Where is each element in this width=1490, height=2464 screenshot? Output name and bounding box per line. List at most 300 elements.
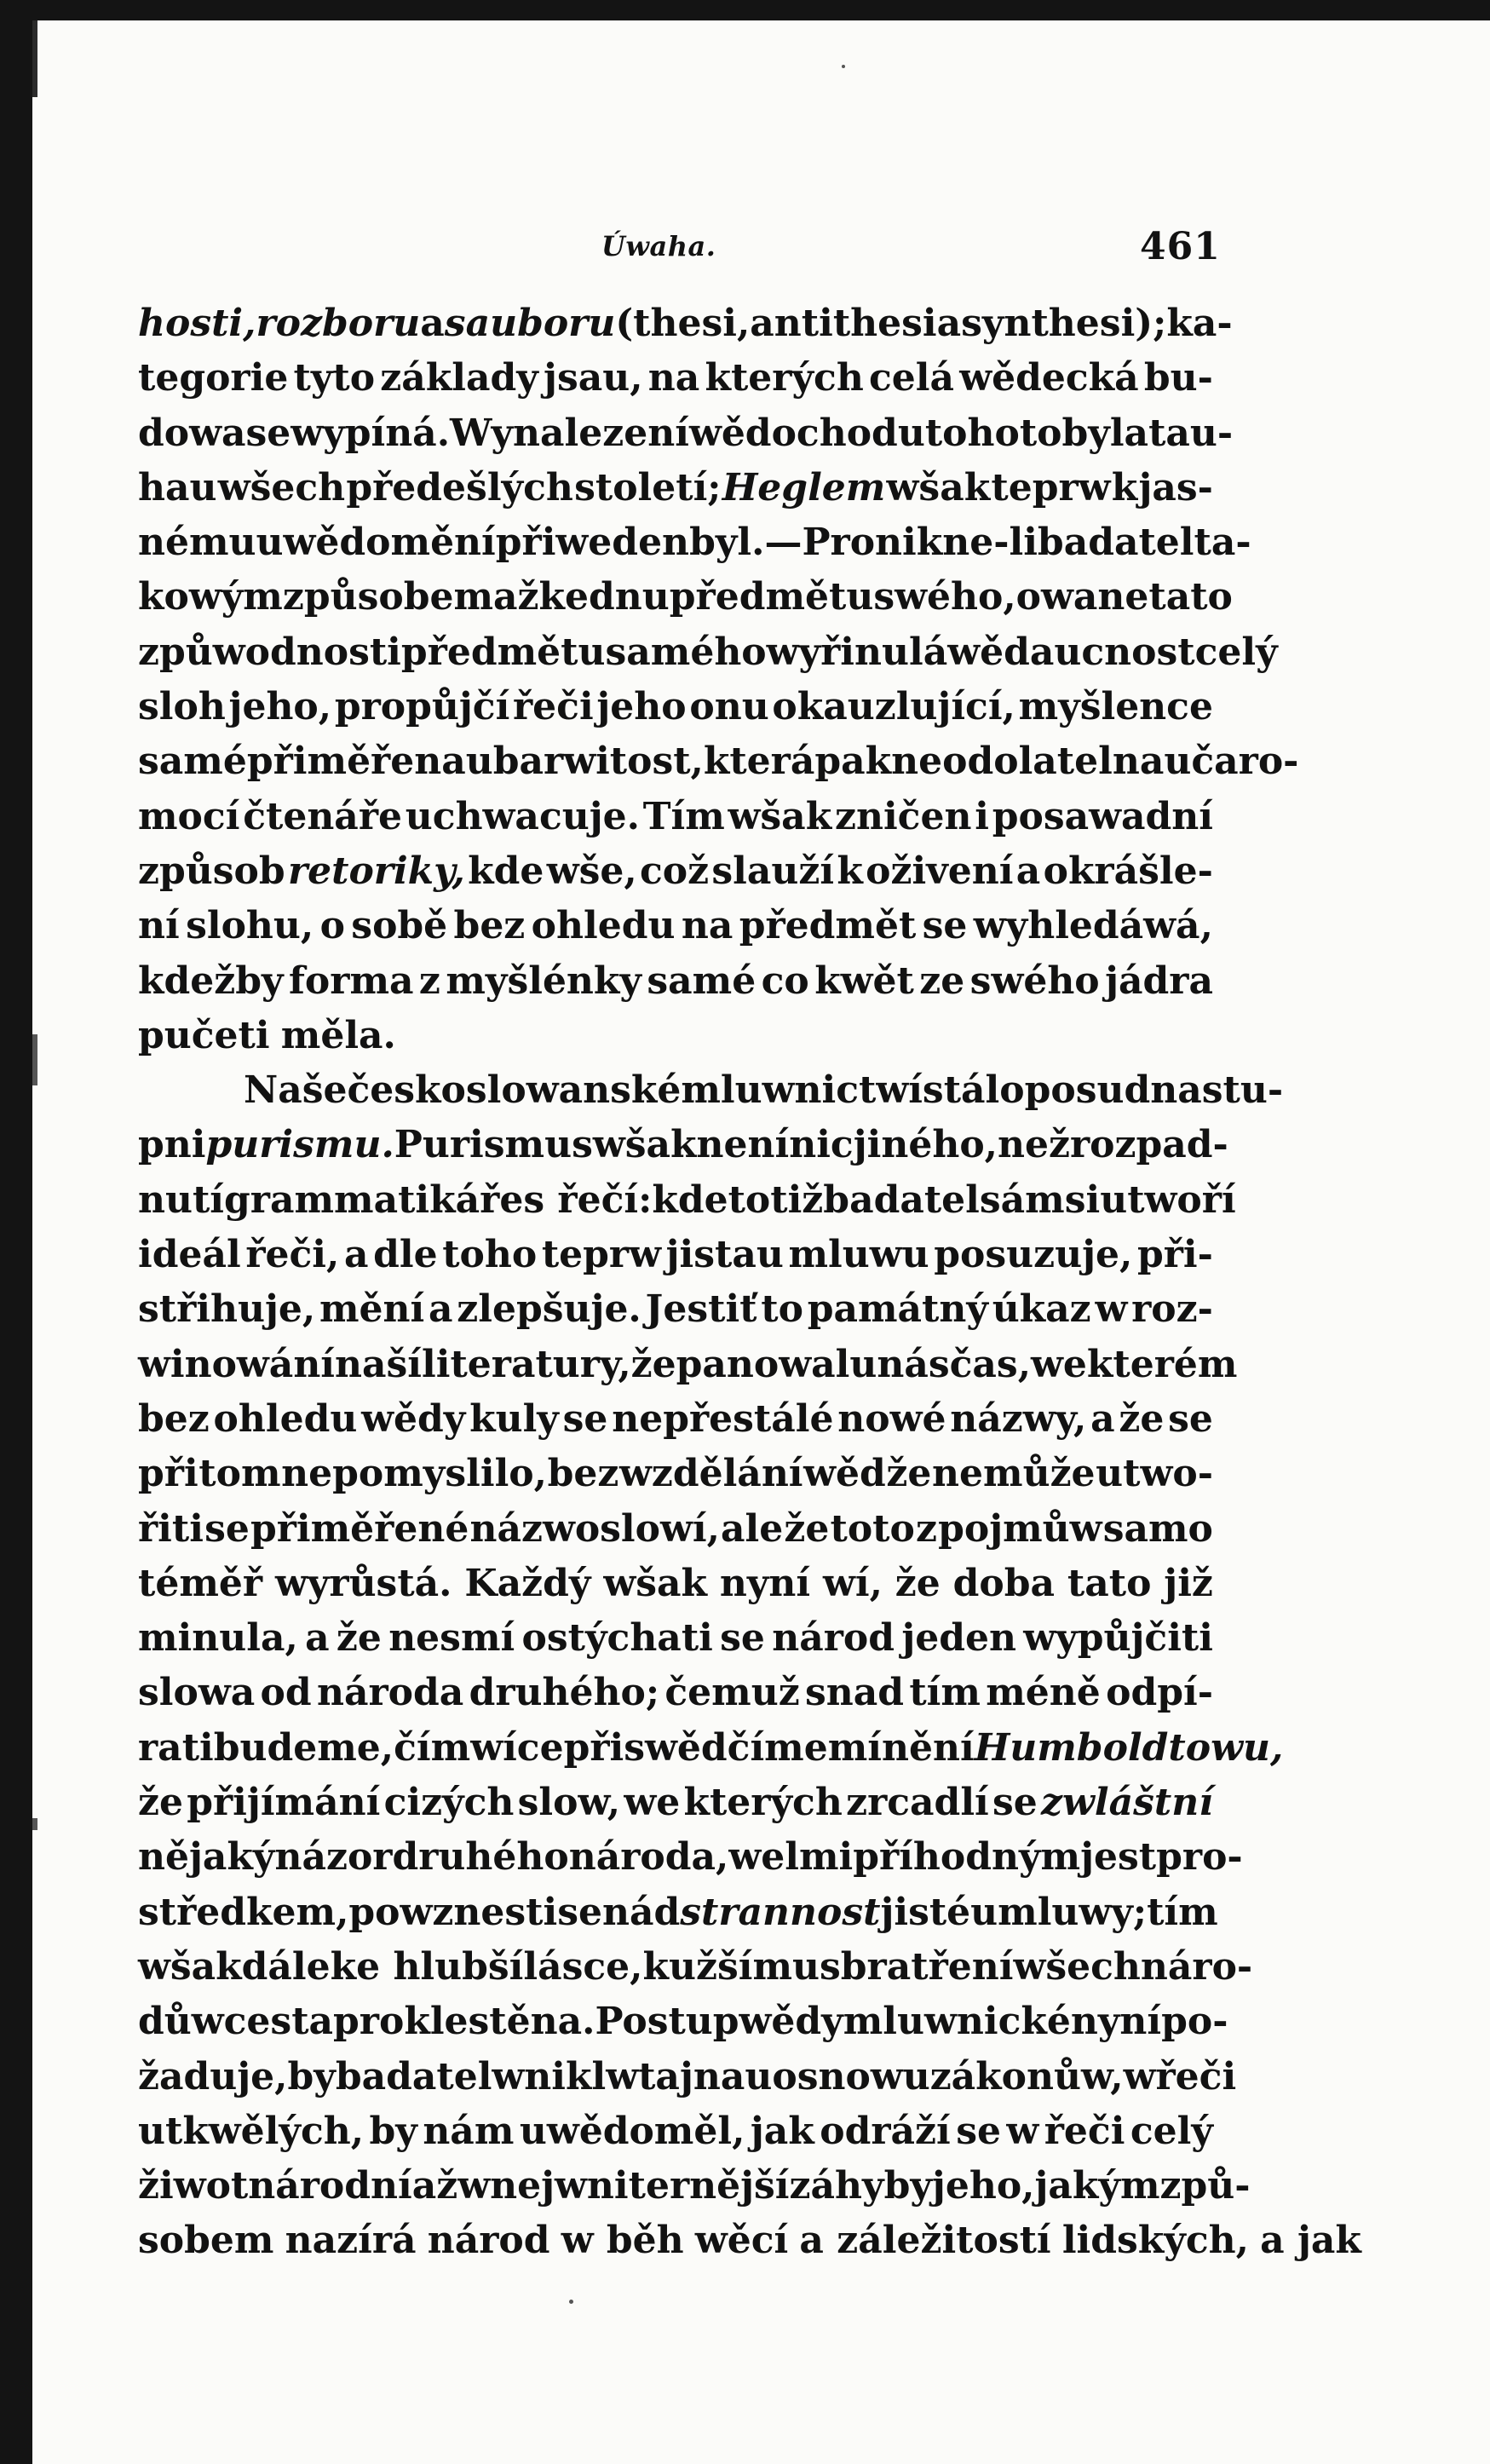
word: střihuje,	[138, 1287, 316, 1332]
word: druhého	[392, 1835, 569, 1880]
word: a	[1090, 1396, 1115, 1441]
word: umluwy;	[970, 1890, 1148, 1934]
word: nému	[138, 521, 256, 565]
word: hau	[138, 465, 217, 509]
word: řeči	[1155, 2054, 1237, 2098]
word: nazírá	[285, 2219, 417, 2263]
word: wnikl	[492, 2054, 607, 2098]
word: tom	[198, 1452, 281, 1496]
word: že	[1119, 1396, 1165, 1441]
word: posuzuje,	[934, 1233, 1133, 1277]
word: čím	[394, 1725, 471, 1770]
word: mluwnické	[843, 2000, 1071, 2044]
word: pni	[138, 1123, 206, 1167]
word: s řečí:	[523, 1177, 653, 1222]
word: názwy,	[950, 1396, 1087, 1441]
word: užšímu	[669, 1944, 820, 1989]
word: sobem	[138, 2219, 274, 2263]
word: literatury,	[422, 1342, 631, 1386]
word: slohu,	[186, 904, 314, 948]
word: nowé	[837, 1396, 946, 1441]
scan-edge-mark	[32, 1818, 37, 1830]
word: grammatikáře	[224, 1177, 524, 1222]
word: wědy	[361, 1396, 466, 1441]
word: wyrůstá.	[274, 1561, 452, 1605]
word: powznesti	[348, 1890, 558, 1934]
word: Jestiť	[645, 1287, 757, 1332]
word: myšlénky	[446, 959, 641, 1003]
word: jeho,	[931, 2164, 1035, 2208]
text-line	[138, 2110, 1213, 2164]
word: řeči	[1044, 2109, 1125, 2153]
word: si	[1064, 1177, 1101, 1222]
word: cizých	[383, 1781, 515, 1825]
word: mínění	[827, 1725, 975, 1770]
word: stálo	[922, 1068, 1025, 1113]
word: úkaz	[992, 1287, 1091, 1332]
word: tím	[909, 1671, 981, 1715]
word: Každý	[464, 1561, 591, 1605]
word: tato	[1148, 575, 1233, 619]
text-line	[138, 1671, 1213, 1725]
word: století;	[574, 465, 722, 509]
word: oživení	[866, 849, 1014, 893]
word: wědy	[739, 2000, 843, 2044]
word: kdežby	[138, 959, 284, 1003]
word: řiti	[138, 1506, 204, 1551]
word: we	[624, 1781, 681, 1825]
emphasized-word: hosti,	[138, 302, 256, 345]
text-line	[138, 740, 1299, 794]
word: na	[681, 904, 733, 948]
word: sobě	[351, 904, 448, 948]
word: stu-	[1201, 1068, 1284, 1113]
word: ní	[138, 904, 180, 948]
text-line	[138, 2000, 1228, 2054]
text-line	[138, 1397, 1213, 1452]
word: pojmůw	[938, 1506, 1102, 1551]
word: nyní	[1070, 2000, 1162, 2044]
word: nutí	[138, 1177, 225, 1222]
ink-speck	[842, 65, 845, 68]
word: teprw	[991, 465, 1111, 509]
word: w	[606, 2054, 639, 2098]
word: ke	[538, 575, 590, 619]
word: wěd	[803, 1452, 886, 1496]
page-header	[32, 213, 1490, 273]
word: tím	[1147, 1890, 1218, 1934]
word: až	[411, 2164, 458, 2208]
word: jeden	[901, 1616, 1016, 1661]
word: kterém	[1086, 1342, 1238, 1386]
word: slowa	[138, 1671, 256, 1715]
scan-edge-shadow	[32, 20, 37, 97]
word: důw	[138, 2000, 224, 2044]
word: posud	[1024, 1068, 1151, 1113]
emphasized-word: strannost	[680, 1890, 881, 1934]
word: národa	[316, 1671, 464, 1715]
word: tyto	[293, 356, 376, 400]
text-line	[138, 1944, 1253, 2000]
word: osnowu	[772, 2054, 930, 2098]
emphasized-word: zwláštní	[1041, 1781, 1213, 1825]
word: samé	[647, 959, 757, 1003]
word: dowa	[138, 411, 246, 455]
word: měla.	[280, 1013, 396, 1057]
emphasized-word: rozboru	[256, 302, 421, 345]
word: a	[1015, 849, 1041, 893]
text-line	[138, 1342, 1238, 1397]
word: žaduje,	[138, 2054, 288, 2098]
word: bez	[547, 1452, 619, 1496]
word: nic	[789, 1123, 854, 1167]
word: odráží	[820, 2109, 951, 2153]
text-line	[138, 1452, 1213, 1506]
word: samé	[138, 740, 247, 784]
text-line	[138, 1725, 1284, 1781]
word: že	[336, 1616, 382, 1661]
word: nám	[423, 2109, 515, 2153]
word: že	[138, 1781, 183, 1825]
word: (thesi,	[615, 302, 751, 345]
word: a	[936, 302, 962, 345]
word: nepomyslilo,	[281, 1452, 547, 1496]
ink-speck	[569, 2300, 573, 2304]
word: ale	[721, 1506, 784, 1551]
word: lásce,	[523, 1944, 643, 1989]
word: w běh	[561, 2219, 684, 2263]
word: byl.	[689, 521, 765, 565]
word: wše,	[546, 849, 637, 893]
word: wědochodu	[688, 411, 925, 455]
word: snad	[805, 1671, 905, 1715]
word: badatel	[1037, 521, 1194, 565]
page-number: 461	[1140, 225, 1221, 268]
word: nesmí	[388, 1616, 515, 1661]
word: Postup	[595, 2000, 739, 2044]
word: že	[886, 1452, 932, 1496]
word: národ	[772, 1616, 895, 1661]
word: by	[369, 2109, 417, 2153]
word: lidských,	[1061, 2219, 1249, 2263]
word: nemůže	[932, 1452, 1096, 1496]
word: kde	[652, 1177, 728, 1222]
word: jak	[750, 2109, 814, 2153]
word: by	[287, 2054, 336, 2098]
word: památný	[807, 1287, 988, 1332]
word: winowání	[138, 1342, 336, 1386]
word: a	[420, 302, 445, 345]
word: jas-	[1138, 465, 1213, 509]
text-line	[138, 302, 1233, 356]
word: dále	[241, 1944, 331, 1989]
word: pak	[814, 740, 892, 784]
word: odpí-	[1106, 1671, 1213, 1715]
word: se	[204, 1506, 250, 1551]
word: dnu	[589, 575, 670, 619]
word: k	[1111, 465, 1138, 509]
word: nyní	[719, 1561, 811, 1605]
word: synthesi);	[961, 302, 1167, 345]
word: přiswědčíme	[563, 1725, 828, 1770]
word: posawadní	[992, 794, 1213, 838]
word: ze	[919, 959, 965, 1003]
word: tohoto	[924, 411, 1062, 455]
word: welmi	[728, 1835, 854, 1880]
text-line	[138, 959, 1213, 1014]
word: toho	[442, 1233, 538, 1277]
word: jisté	[880, 1890, 971, 1934]
word: čas,	[949, 1342, 1032, 1386]
word: samého	[605, 630, 767, 674]
word: záhyby	[789, 2164, 932, 2208]
word: wšak	[603, 1561, 707, 1605]
word: což	[639, 849, 710, 893]
text-line	[138, 521, 1251, 575]
word: celý	[1194, 630, 1278, 674]
word: se	[562, 1396, 608, 1441]
word: jeho	[596, 685, 687, 729]
word: mluwnictwí	[681, 1068, 923, 1113]
word: uchwacuje.	[405, 794, 640, 838]
word: tajnau	[638, 2054, 773, 2098]
word: w	[1006, 2109, 1039, 2153]
word: jistau	[665, 1233, 784, 1277]
word: utwo-	[1096, 1452, 1213, 1496]
word: zákonůw,	[929, 2054, 1124, 2098]
text-line	[138, 849, 1213, 904]
emphasized-word: retoriky,	[287, 849, 465, 893]
word: celá	[869, 356, 955, 400]
word: není	[696, 1123, 790, 1167]
word: základy	[380, 356, 538, 400]
emphasized-word: sauboru	[444, 302, 616, 345]
word: mění	[319, 1287, 425, 1332]
word: totiž	[728, 1177, 824, 1222]
word: méně	[986, 1671, 1101, 1715]
word: jest	[1080, 1835, 1157, 1880]
word: wšak	[886, 465, 991, 509]
word: která	[703, 740, 815, 784]
text-line	[138, 2054, 1237, 2110]
word: byla	[1061, 411, 1149, 455]
text-line	[138, 1068, 1284, 1123]
word: žiwot	[138, 2164, 249, 2208]
word: ohledu	[213, 1396, 358, 1441]
word: pro-	[1156, 1835, 1243, 1880]
word: w	[457, 2164, 491, 2208]
word: národa,	[568, 1835, 729, 1880]
word: náro-	[1140, 1944, 1253, 1989]
word: přijímání	[187, 1781, 381, 1825]
word: středkem,	[138, 1890, 349, 1934]
word: wypíná.	[291, 411, 451, 455]
word: se	[720, 1616, 765, 1661]
word: na	[1150, 1068, 1202, 1113]
word: ke hlubší	[330, 1944, 524, 1989]
book-page	[32, 20, 1490, 2464]
word: národ	[427, 2219, 550, 2263]
word: z	[418, 959, 440, 1003]
word: že	[784, 1506, 830, 1551]
word: ohledu	[531, 904, 676, 948]
word: tegorie	[138, 356, 289, 400]
word: kuly	[469, 1396, 559, 1441]
word: již	[1164, 1561, 1213, 1605]
word: k	[837, 849, 863, 893]
word: wzdělání	[618, 1452, 803, 1496]
word: na	[647, 356, 700, 400]
word: nějaký	[138, 1835, 275, 1880]
word: bez	[453, 904, 526, 948]
word: tau-	[1148, 411, 1234, 455]
word: propůjčí	[334, 685, 510, 729]
text-line	[138, 411, 1234, 466]
word: jsau,	[544, 356, 643, 400]
word: w	[1123, 2054, 1156, 2098]
word: uwědomění	[256, 521, 496, 565]
word: Purismus	[394, 1123, 593, 1167]
word: wšech	[1013, 1944, 1141, 1989]
word: že	[895, 1561, 941, 1605]
word: ostýchati	[521, 1616, 713, 1661]
word: i	[975, 794, 989, 838]
emphasized-word: purismu.	[205, 1123, 394, 1167]
word: wěcí	[694, 2219, 789, 2263]
word: sloh	[138, 685, 226, 729]
word: a	[343, 1233, 369, 1277]
word: předešlých	[346, 465, 573, 509]
word: ta-	[1194, 521, 1251, 565]
word: a záležitostí	[799, 2219, 1051, 2263]
word: okrášle-	[1043, 849, 1213, 893]
text-line	[138, 1287, 1213, 1342]
word: se	[956, 2109, 1001, 2153]
word: nepřestálé	[612, 1396, 834, 1441]
word: nejwniternější	[490, 2164, 790, 2208]
word: přiměřené	[250, 1506, 469, 1551]
word: jakým	[1034, 2164, 1160, 2208]
word: onu	[689, 685, 769, 729]
word: čtenáře	[243, 794, 402, 838]
word: toto	[830, 1506, 915, 1551]
word: předmětu	[669, 575, 874, 619]
word: minula,	[138, 1616, 298, 1661]
word: swého,	[873, 575, 1016, 619]
word: než	[997, 1123, 1070, 1167]
word: předmět	[739, 904, 917, 948]
word: nád	[601, 1890, 681, 1934]
text-line	[138, 1616, 1213, 1671]
word: cesta	[223, 2000, 334, 2044]
running-title: Úwaha.	[601, 230, 716, 262]
word: kde	[468, 849, 544, 893]
emphasized-word: Humboldtowu,	[974, 1725, 1284, 1770]
word: panowal	[676, 1342, 850, 1386]
text-line	[138, 1233, 1213, 1287]
emphasized-word: Heglem	[722, 465, 886, 509]
word: druhého;	[469, 1671, 660, 1715]
text-line	[138, 2219, 1361, 2273]
text-line	[138, 1835, 1243, 1890]
word: se	[245, 411, 291, 455]
word: slauží	[711, 849, 835, 893]
word: wšak	[728, 794, 832, 838]
word: wí,	[822, 1561, 883, 1605]
word: přiměřenau	[246, 740, 493, 784]
word: wyřinulá	[766, 630, 948, 674]
word: dle	[373, 1233, 438, 1277]
text-line	[138, 795, 1213, 849]
word: to	[761, 1287, 803, 1332]
word: wědecká	[959, 356, 1139, 400]
word: zlepšuje.	[457, 1287, 641, 1332]
word: českoslowanské	[347, 1068, 682, 1113]
text-line	[138, 466, 1213, 521]
word: čemuž	[664, 1671, 800, 1715]
word: wšech	[217, 465, 346, 509]
word: způ-	[1159, 2164, 1251, 2208]
word: w	[1095, 1287, 1128, 1332]
word: půwodnosti	[159, 630, 401, 674]
word: barwitost,	[492, 740, 704, 784]
word: se	[1168, 1396, 1213, 1441]
word: zrcadlí	[846, 1781, 989, 1825]
word: názwoslowí,	[469, 1506, 720, 1551]
text-line	[138, 1123, 1228, 1177]
word: kwět	[814, 959, 914, 1003]
word: badatel	[335, 2054, 492, 2098]
word: neodolatelnau	[891, 740, 1192, 784]
word: u	[849, 1342, 877, 1386]
word: národní	[248, 2164, 412, 2208]
text-line	[138, 685, 1213, 740]
word: proklestěna.	[333, 2000, 595, 2044]
word: badatel	[823, 1177, 980, 1222]
word: kterých	[683, 1781, 843, 1825]
word: samo	[1102, 1506, 1213, 1551]
word: až	[493, 575, 539, 619]
word: a jak	[1260, 2219, 1361, 2263]
text-line	[138, 2164, 1251, 2219]
word: řeči	[513, 685, 594, 729]
word: celý	[1130, 2109, 1213, 2153]
word: z	[915, 1506, 937, 1551]
word: jiného,	[853, 1123, 998, 1167]
text-line	[138, 904, 1213, 959]
word: ideál	[138, 1233, 241, 1277]
word: názor	[274, 1835, 393, 1880]
word: uwědoměl,	[519, 2109, 745, 2153]
word: forma	[288, 959, 414, 1003]
word: jeho,	[228, 685, 332, 729]
text-line	[138, 356, 1213, 411]
word: čaro-	[1191, 740, 1299, 784]
word: že	[630, 1342, 676, 1386]
word: swého	[969, 959, 1100, 1003]
word: doba	[952, 1561, 1056, 1605]
word: owane	[1015, 575, 1149, 619]
word: rozpad-	[1069, 1123, 1228, 1167]
word: wíce	[470, 1725, 564, 1770]
word: při	[138, 1452, 198, 1496]
word: při-	[1136, 1233, 1213, 1277]
word: Tím	[642, 794, 725, 838]
text-line	[138, 1177, 1236, 1233]
word: příhodným	[853, 1835, 1081, 1880]
word: we	[1031, 1342, 1087, 1386]
word: se	[557, 1890, 602, 1934]
